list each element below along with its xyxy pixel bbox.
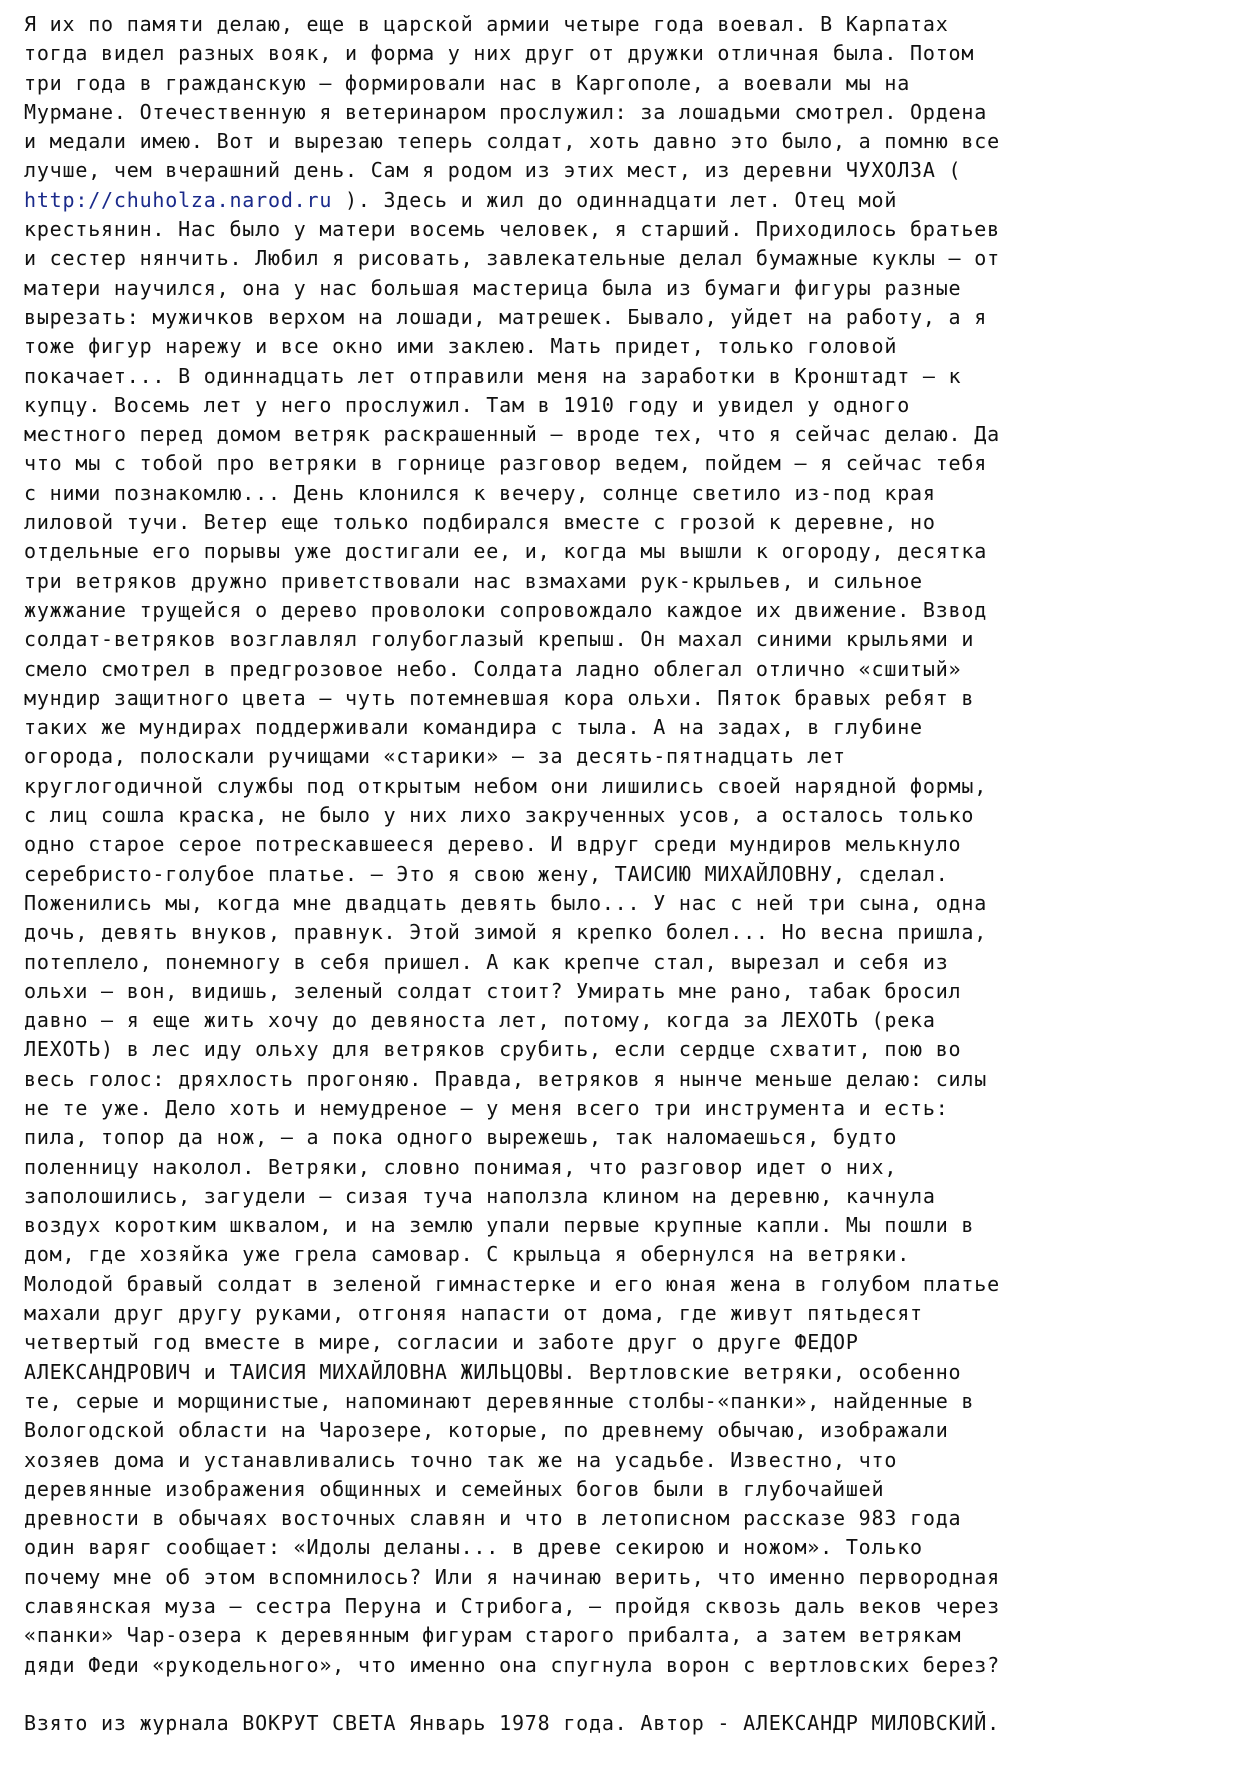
text-line: один варяг сообщает: «Идолы деланы... в древе секирою и ножом». Только	[24, 1535, 923, 1560]
text-line: дом, где хозяйка уже грела самовар. С крыльца я обернулся на ветряки.	[24, 1242, 911, 1267]
text-line: Молодой бравый солдат в зеленой гимнастерке и его юная жена в голубом платье	[24, 1271, 1000, 1296]
text-line: тоже фигур нарежу и все окно ими заклею. Мать придет, только головой	[24, 334, 898, 359]
source-footer: Взято из журнала ВОКРУТ СВЕТА Январь 1978 года. Автор - АЛЕКСАНДР МИЛОВСКИЙ.	[24, 1711, 1000, 1736]
text-line: АЛЕКСАНДРОВИЧ и ТАИСИЯ МИХАЙЛОВНА ЖИЛЬЦОВЫ. Вертловские ветряки, особенно	[24, 1359, 962, 1384]
text-line: таких же мундирах поддерживали командира с тыла. А на задах, в глубине	[24, 715, 923, 740]
text-line: круглогодичной службы под открытым небом они лишились своей нарядной формы,	[24, 773, 988, 798]
text-line: отдельные его порывы уже достигали ее, и, когда мы вышли к огороду, десятка	[24, 539, 988, 564]
text-line-with-link	[24, 186, 1219, 215]
text-line: деревянные изображения общинных и семейных богов были в глубочайшей	[24, 1476, 885, 1501]
text-line: и медали имею. Вот и вырезаю теперь солдат, хоть давно это было, а помню все	[24, 129, 1000, 154]
text-line: мундир защитного цвета — чуть потемневшая кора ольхи. Пяток бравых ребят в	[24, 685, 975, 710]
text-after-link: ). Здесь и жил до одиннадцати лет. Отец мой	[332, 187, 898, 212]
blank-line	[24, 1680, 1219, 1709]
text-line: солдат-ветряков возглавлял голубоглазый крепыш. Он махал синими крыльями и	[24, 627, 975, 652]
text-line: вырезать: мужичков верхом на лошади, матрешек. Бывало, уйдет на работу, а я	[24, 304, 988, 329]
text-line: крестьянин. Нас было у матери восемь человек, я старший. Приходилось братьев	[24, 217, 1000, 242]
text-line: что мы с тобой про ветряки в горнице разговор ведем, пойдем — я сейчас тебя	[24, 451, 988, 476]
text-line: те, серые и морщинистые, напоминают деревянные столбы-«панки», найденные в	[24, 1388, 975, 1413]
text-line: давно — я еще жить хочу до девяноста лет, потому, когда за ЛЕХОТЬ (река	[24, 1008, 936, 1033]
text-line: огорода, полоскали ручищами «старики» — за десять-пятнадцать лет	[24, 744, 846, 769]
text-line: купцу. Восемь лет у него прослужил. Там в 1910 году и увидел у одного	[24, 392, 911, 417]
text-line: с лиц сошла краска, не было у них лихо закрученных усов, а осталось только	[24, 803, 975, 828]
text-line: серебристо-голубое платье. — Это я свою жену, ТАИСИЮ МИХАЙЛОВНУ, сделал.	[24, 861, 949, 886]
text-line: дочь, девять внуков, правнук. Этой зимой я крепко болел... Но весна пришла,	[24, 920, 988, 945]
text-line: почему мне об этом вспомнилось? Или я начинаю верить, что именно первородная	[24, 1564, 1000, 1589]
text-line: Я их по памяти делаю, еще в царской армии четыре года воевал. В Карпатах	[24, 12, 949, 36]
text-line: Поженились мы, когда мне двадцать девять было... У нас с ней три сына, одна	[24, 890, 988, 915]
text-line: древности в обычаях восточных славян и что в летописном рассказе 983 года	[24, 1506, 962, 1531]
text-line: одно старое серое потрескавшееся дерево. И вдруг среди мундиров мелькнуло	[24, 832, 962, 857]
text-line: и сестер нянчить. Любил я рисовать, завлекательные делал бумажные куклы — от	[24, 246, 1000, 271]
text-line: воздух коротким шквалом, и на землю упали первые крупные капли. Мы пошли в	[24, 1213, 975, 1238]
text-line: три года в гражданскую — формировали нас в Каргополе, а воевали мы на	[24, 70, 911, 95]
text-line: смело смотрел в предгрозовое небо. Солдата ладно облегал отлично «сшитый»	[24, 656, 962, 681]
text-line: весь голос: дряхлость прогоняю. Правда, ветряков я нынче меньше делаю: силы	[24, 1066, 988, 1091]
text-line: Вологодской области на Чарозере, которые, по древнему обычаю, изображали	[24, 1418, 949, 1443]
text-line: поленницу наколол. Ветряки, словно понимая, что разговор идет о них,	[24, 1154, 898, 1179]
chuholza-link[interactable]: http://chuholza.narod.ru	[24, 187, 333, 212]
text-line: славянская муза — сестра Перуна и Стрибога, — пройдя сквозь даль веков через	[24, 1594, 1000, 1619]
text-line: ЛЕХОТЬ) в лес иду ольху для ветряков срубить, если сердце схватит, пою во	[24, 1037, 962, 1062]
text-line: с ними познакомлю... День клонился к вечеру, солнце светило из-под края	[24, 480, 936, 505]
text-line: лиловой тучи. Ветер еще только подбирался вместе с грозой к деревне, но	[24, 510, 936, 535]
text-line: тогда видел разных вояк, и форма у них друг от дружки отличная была. Потом	[24, 41, 975, 66]
text-line: Мурмане. Отечественную я ветеринаром прослужил: за лошадьми смотрел. Ордена	[24, 99, 988, 124]
text-line: местного перед домом ветряк раскрашенный — вроде тех, что я сейчас делаю. Да	[24, 422, 1000, 447]
text-line: «панки» Чар-озера к деревянным фигурам старого прибалта, а затем ветрякам	[24, 1623, 962, 1648]
text-line: жужжание трущейся о дерево проволоки сопровождало каждое их движение. Взвод	[24, 597, 988, 622]
text-line: хозяев дома и устанавливались точно так же на усадьбе. Известно, что	[24, 1447, 898, 1472]
text-line: не те уже. Дело хоть и немудреное — у меня всего три инструмента и есть:	[24, 1095, 949, 1120]
text-line: дяди Феди «рукодельного», что именно она спугнула ворон с вертловских берез?	[24, 1652, 1000, 1677]
text-line: потеплело, понемногу в себя пришел. А как крепче стал, вырезал и себя из	[24, 949, 949, 974]
text-line: три ветряков дружно приветствовали нас взмахами рук-крыльев, и сильное	[24, 568, 923, 593]
text-line: матери научился, она у нас большая мастерица была из бумаги фигуры разные	[24, 275, 962, 300]
text-line: лучше, чем вчерашний день. Сам я родом из этих мест, из деревни ЧУХОЛЗА (	[24, 158, 962, 183]
text-line: ольхи — вон, видишь, зеленый солдат стоит? Умирать мне рано, табак бросил	[24, 978, 962, 1003]
text-line: махали друг другу руками, отгоняя напасти от дома, где живут пятьдесят	[24, 1301, 923, 1326]
text-line: четвертый год вместе в мире, согласии и заботе друг о друге ФЕДОР	[24, 1330, 859, 1355]
text-line: покачает... В одиннадцать лет отправили меня на заработки в Кронштадт — к	[24, 363, 962, 388]
text-line: пила, топор да нож, — а пока одного вырежешь, так наломаешься, будто	[24, 1125, 898, 1150]
text-line: заполошились, загудели — сизая туча наползла клином на деревню, качнула	[24, 1183, 936, 1208]
document-text	[24, 10, 1219, 1739]
